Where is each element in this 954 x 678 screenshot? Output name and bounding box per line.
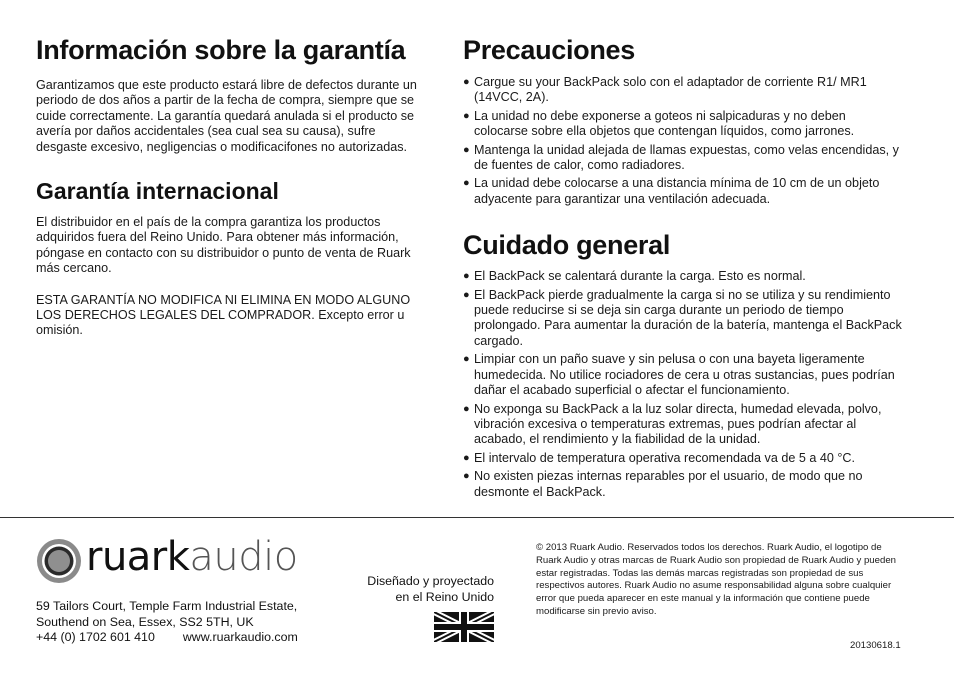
list-item: ● La unidad debe colocarse a una distancia mínima de 10 cm de un objeto adyacente para garantizar una ventilación adecuada.: [463, 176, 880, 206]
union-jack-flag-icon: [434, 612, 494, 642]
bullet-icon: ●: [463, 177, 470, 190]
designed-in-uk: Diseñado y proyectado en el Reino Unido: [367, 574, 494, 604]
bullet-icon: ●: [463, 270, 470, 283]
international-warranty-body: El distribuidor en el país de la compra garantiza los productos adquiridos fuera del Reino Unido. Para obtener más información, póngase en contacto con su distribuidor o punto de venta de Ruark más cercano.: [36, 215, 411, 276]
address-line-2: Southend on Sea, Essex, SS2 5TH, UK: [36, 614, 254, 629]
legal-rights-notice: ESTA GARANTÍA NO MODIFICA NI ELIMINA EN MODO ALGUNO LOS DERECHOS LEGALES DEL COMPRADOR. Excepto error u omisión.: [36, 292, 411, 338]
bullet-icon: ●: [463, 451, 470, 464]
list-item: ● Mantenga la unidad alejada de llamas expuestas, como velas encendidas, y de fuentes de calor, como radiadores.: [463, 142, 899, 173]
bullet-icon: ●: [463, 143, 470, 156]
left-column: [36, 34, 428, 339]
list-item: ● No existen piezas internas reparables por el usuario, de modo que no desmonte el BackPack.: [463, 469, 863, 499]
copyright-notice: © 2013 Ruark Audio. Reservados todos los derechos. Ruark Audio, el logotipo de Ruark Audio y otras marcas de Ruark Audio son propiedad de Ruark Audio y pueden estar registradas. Todas las demás marcas registradas son propiedad de sus respectivos autores. Ruark Audio no asume responsabilidad alguna sobre cualquier error que pueda aparecer en este manual y la información que contiene puede modificarse sin previo aviso.: [536, 542, 896, 617]
list-item: ● El BackPack se calentará durante la carga. Esto es normal.: [463, 269, 806, 284]
ruark-audio-logo: [36, 534, 316, 584]
list-item: ● El BackPack pierde gradualmente la carga si no se utiliza y su rendimiento puede reducirse si se deja sin carga durante un periodo de tiempo prolongado. Para aumentar la duración de la batería, mantenga el BackPack cargado.: [463, 287, 902, 348]
precautions-title: Precauciones: [463, 35, 635, 65]
phone-number: +44 (0) 1702 601 410: [36, 630, 155, 644]
bullet-icon: ●: [463, 76, 470, 88]
contact-line: [36, 630, 298, 646]
bullet-icon: ●: [463, 288, 470, 301]
company-address: [36, 599, 298, 646]
logo-wordmark: ruarkaudio: [86, 534, 298, 580]
bullet-icon: ●: [463, 109, 470, 122]
ruark-disc-logo-icon: [36, 538, 82, 584]
list-item: ● Cargue su your BackPack solo con el adaptador de corriente R1/ MR1 (14VCC, 2A).: [463, 75, 867, 105]
warranty-title: Información sobre la garantía: [36, 35, 406, 65]
bullet-icon: ●: [463, 470, 470, 483]
right-column: [463, 34, 903, 503]
bullet-icon: ●: [463, 353, 470, 366]
list-item: ● El intervalo de temperatura operativa recomendada va de 5 a 40 °C.: [463, 450, 855, 465]
precautions-list: [463, 75, 903, 207]
footer-divider: [0, 517, 954, 518]
warranty-body: Garantizamos que este producto estará libre de defectos durante un periodo de dos años a partir de la fecha de compra, siempre que se cuide correctamente. La garantía quedará anulada si el producto se avería por daños accidentales (sea cual sea su causa), sufre desgaste excesivo, negligencias o modificacifones no autorizadas.: [36, 78, 417, 154]
address-line-1: 59 Tailors Court, Temple Farm Industrial Estate,: [36, 599, 298, 613]
website-link: www.ruarkaudio.com: [182, 630, 298, 644]
document-number: 20130618.1: [850, 640, 901, 651]
list-item: ● Limpiar con un paño suave y sin pelusa o con una bayeta ligeramente humedecida. No utilice rociadores de cera u otras sustancias, pues podrían dañar el acabado superficial o afectar el funcionamiento.: [463, 352, 895, 398]
general-care-list: [463, 269, 903, 500]
international-warranty-title: Garantía internacional: [36, 178, 279, 205]
general-care-title: Cuidado general: [463, 230, 671, 261]
list-item: ● No exponga su BackPack a la luz solar directa, humedad elevada, polvo, vibración excesiva o temperaturas extremas, pues podrían afectar al acabado, el rendimiento y la fiabilidad de la unidad.: [463, 401, 882, 447]
bullet-icon: ●: [463, 402, 470, 415]
list-item: ● La unidad no debe exponerse a goteos ni salpicaduras y no deben colocarse sobre ella objetos que contengan líquidos, como jarrones.: [463, 108, 855, 139]
